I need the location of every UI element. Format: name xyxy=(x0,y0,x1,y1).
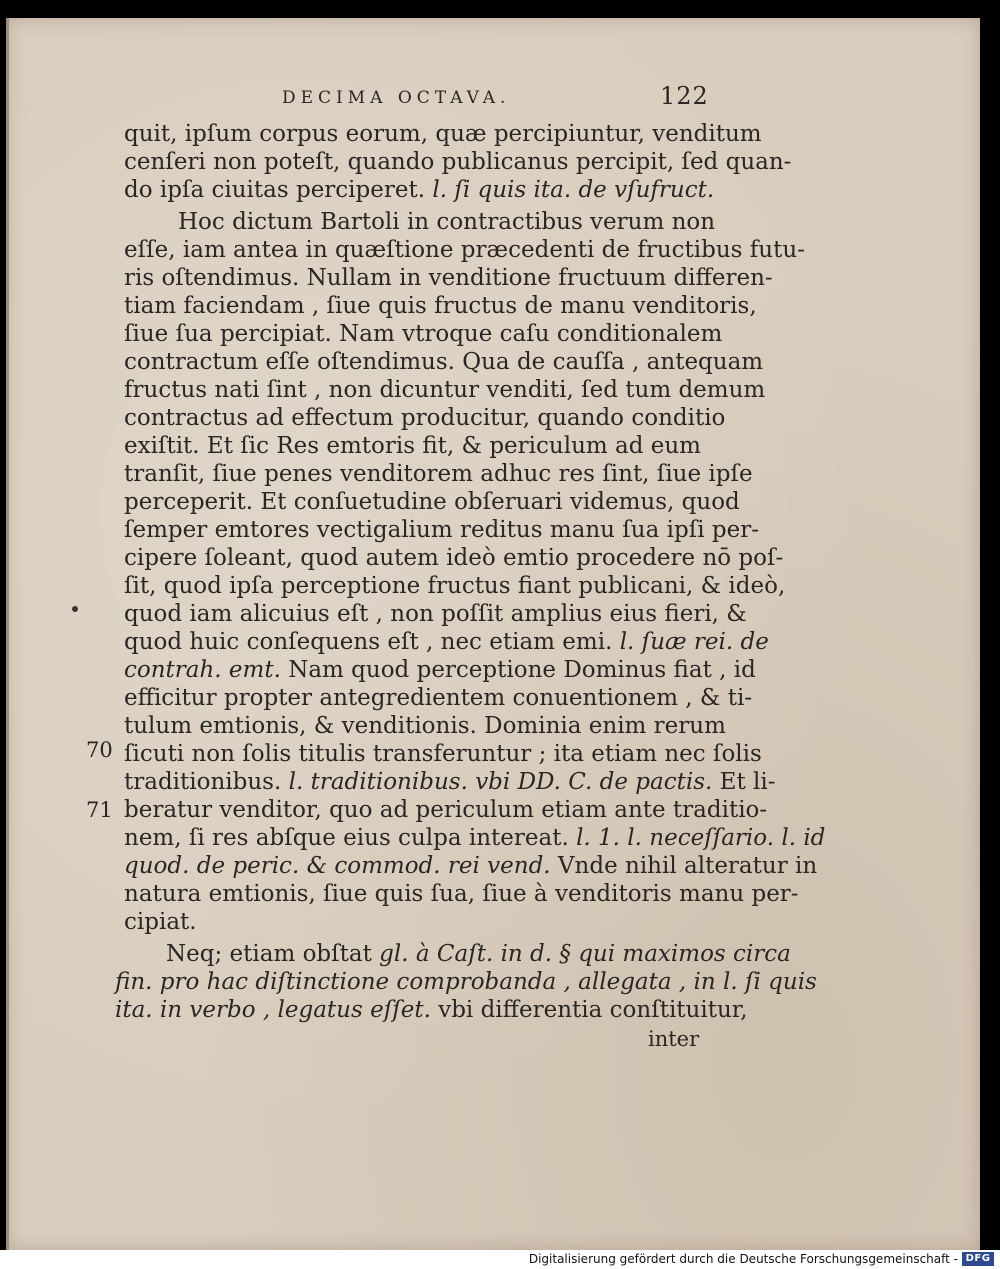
citation: contrah. emt. xyxy=(124,657,281,683)
text-line xyxy=(124,292,757,320)
text-line xyxy=(124,768,776,796)
citation: quod. de peric. & commod. rei vend. xyxy=(124,853,551,879)
text-line xyxy=(124,572,786,600)
citation: l. ſuæ rei. de xyxy=(619,629,769,655)
text-line xyxy=(124,712,726,740)
margin-mark xyxy=(72,606,78,612)
page-edge xyxy=(6,18,9,1250)
text-run: Vnde nihil alteratur in xyxy=(550,853,818,879)
text-line xyxy=(124,376,766,404)
citation: gl. à Caſt. in d. § qui maximos circa xyxy=(379,941,791,967)
text-run: vbi differentia conſtituitur, xyxy=(430,997,748,1023)
text-line xyxy=(124,628,769,656)
text-line xyxy=(124,880,799,908)
text-run: ſit, quod ipſa perceptione fructus fiant publicani, & ideò, xyxy=(124,573,786,599)
text-run: Hoc dictum Bartoli in contractibus verum non xyxy=(178,209,716,235)
text-run: cenſeri non poteſt, quando publicanus percipit, ſed quan- xyxy=(124,149,792,175)
text-line xyxy=(124,176,715,204)
text-run: beratur venditor, quo ad periculum etiam ante traditio- xyxy=(124,797,768,823)
text-run: exiſtit. Et ſic Res emtoris fit, & periculum ad eum xyxy=(124,433,701,459)
text-line xyxy=(124,516,759,544)
citation: fin. pro hac diſtinctione comprobanda , allegata , in l. ſi quis xyxy=(115,969,817,995)
text-run: natura emtionis, ſiue quis ſua, ſiue à venditoris manu per- xyxy=(124,881,799,907)
text-line xyxy=(115,996,748,1024)
text-line xyxy=(124,320,723,348)
text-run: cipere ſoleant, quod autem ideò emtio procedere nō poſ- xyxy=(124,545,784,571)
dfg-logo: DFG xyxy=(962,1252,994,1266)
text-line xyxy=(166,940,791,968)
text-run: perceperit. Et conſuetudine obſeruari videmus, quod xyxy=(124,489,740,515)
text-run: ris oſtendimus. Nullam in venditione fructuum differen- xyxy=(124,265,773,291)
margin-number-70: 70 xyxy=(86,738,113,762)
text-run: eſſe, iam antea in quæſtione præcedenti de fructibus futu- xyxy=(124,237,805,263)
text-line xyxy=(124,600,747,628)
text-line xyxy=(124,460,753,488)
text-line xyxy=(124,120,762,148)
text-line xyxy=(124,740,762,768)
citation: l. ſi quis ita. de vſufruct. xyxy=(432,177,715,203)
text-run: cipiat. xyxy=(124,909,197,935)
text-run: quod iam alicuius eſt , non poſſit amplius eius fieri, & xyxy=(124,601,747,627)
margin-number-71: 71 xyxy=(86,798,113,822)
text-line xyxy=(124,148,792,176)
text-run: ſicuti non ſolis titulis transferuntur ; ita etiam nec ſolis xyxy=(124,741,762,767)
catchword: inter xyxy=(648,1027,700,1051)
text-run: quit, ipſum corpus eorum, quæ percipiuntur, venditum xyxy=(124,121,762,147)
footer-bar xyxy=(0,1250,1000,1269)
text-run: ſiue ſua percipiat. Nam vtroque caſu conditionalem xyxy=(124,321,723,347)
text-line xyxy=(124,348,764,376)
text-line xyxy=(124,236,805,264)
running-title: DECIMA OCTAVA. xyxy=(282,88,511,108)
text-line xyxy=(178,208,716,236)
text-run: fructus nati ſint , non dicuntur venditi, ſed tum demum xyxy=(124,377,766,403)
funding-notice: Digitalisierung gefördert durch die Deutsche Forschungsgemeinschaft - xyxy=(528,1252,958,1266)
text-run: quod huic conſequens eſt , nec etiam emi. xyxy=(124,629,620,655)
text-run: nem, ſi res abſque eius culpa intereat. xyxy=(124,825,577,851)
text-run: tranſit, ſiue penes venditorem adhuc res ſint, ſiue ipſe xyxy=(124,461,753,487)
text-run: Nam quod perceptione Dominus fiat , id xyxy=(280,657,756,683)
text-run: contractus ad effectum producitur, quando conditio xyxy=(124,405,726,431)
text-line xyxy=(124,684,753,712)
text-line xyxy=(124,852,818,880)
text-run: traditionibus. xyxy=(124,769,289,795)
text-run: do ipſa ciuitas perciperet. xyxy=(124,177,433,203)
text-run: contractum eſſe oſtendimus. Qua de cauſſa , antequam xyxy=(124,349,764,375)
text-run: ſemper emtores vectigalium reditus manu ſua ipſi per- xyxy=(124,517,759,543)
text-run: tiam faciendam , ſiue quis fructus de manu venditoris, xyxy=(124,293,757,319)
text-line xyxy=(124,488,740,516)
citation: l. traditionibus. vbi DD. C. de pactis. xyxy=(288,769,713,795)
text-line xyxy=(124,796,768,824)
text-line xyxy=(124,824,826,852)
text-line xyxy=(115,968,817,996)
text-line xyxy=(124,432,701,460)
text-line xyxy=(124,656,756,684)
text-line xyxy=(124,264,773,292)
citation: l. 1. l. neceſſario. l. id xyxy=(576,825,826,851)
text-line xyxy=(124,544,784,572)
page-number: 122 xyxy=(660,82,709,110)
text-run: tulum emtionis, & venditionis. Dominia enim rerum xyxy=(124,713,726,739)
text-run: efficitur propter antegredientem conuentionem , & ti- xyxy=(124,685,753,711)
text-run: Neq; etiam obſtat xyxy=(166,941,380,967)
text-run: Et li- xyxy=(712,769,776,795)
text-line xyxy=(124,908,701,936)
text-line xyxy=(124,404,726,432)
citation: ita. in verbo , legatus eſſet. xyxy=(115,997,431,1023)
